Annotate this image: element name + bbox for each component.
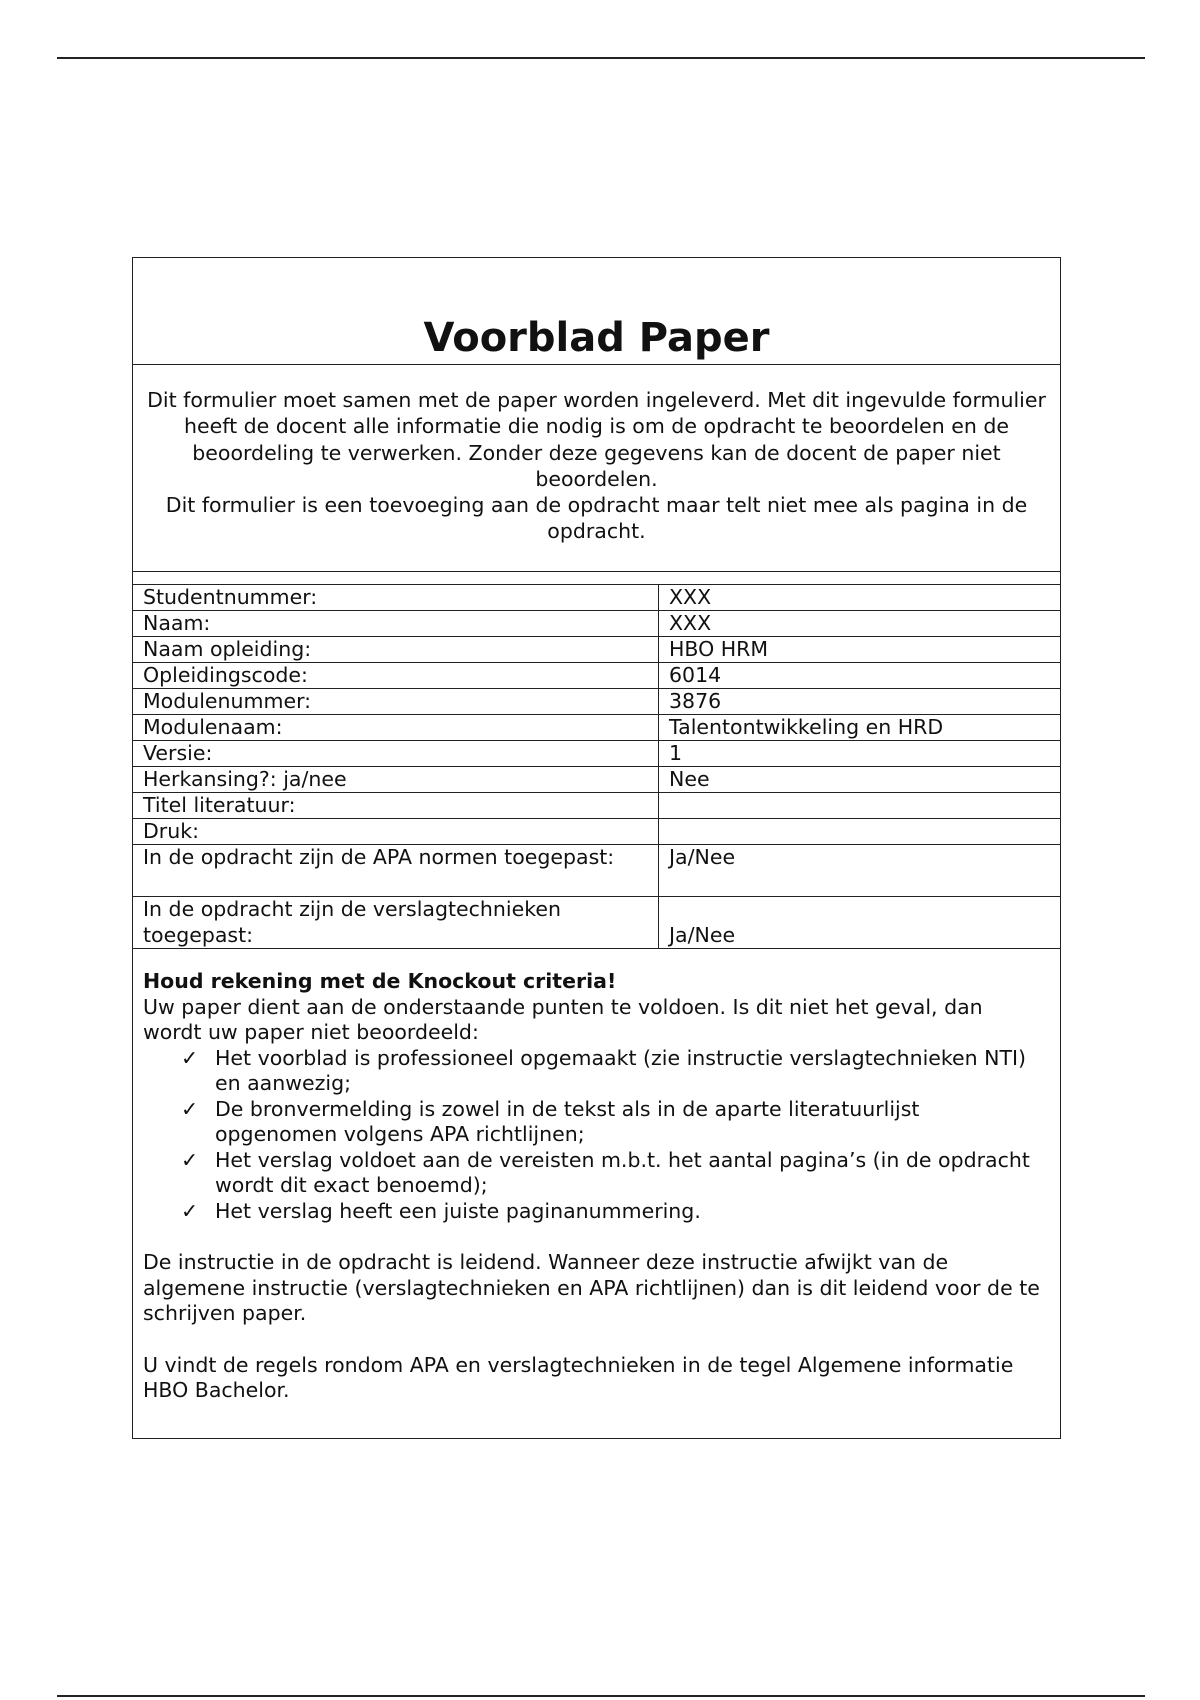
check-icon: ✓ <box>181 1045 199 1070</box>
field-value: XXX <box>659 585 1061 611</box>
criterion-text: De bronvermelding is zowel in de tekst als in de aparte literatuurlijst opgenomen volgens APA richtlijnen; <box>215 1096 920 1146</box>
field-label: Naam opleiding: <box>133 637 659 663</box>
check-icon: ✓ <box>181 1147 199 1172</box>
check-icon: ✓ <box>181 1096 199 1121</box>
table-row <box>133 845 1060 897</box>
cover-form <box>132 257 1061 1439</box>
student-info-table <box>133 584 1060 949</box>
table-row <box>133 663 1060 689</box>
knockout-section <box>133 949 1060 1404</box>
criterion-text: Het verslag voldoet aan de vereisten m.b.t. het aantal pagina’s (in de opdracht wordt dit exact benoemd); <box>215 1147 1030 1197</box>
footer-rule <box>57 1695 1145 1697</box>
table-row <box>133 611 1060 637</box>
field-value: Talentontwikkeling en HRD <box>659 715 1061 741</box>
knockout-heading: Houd rekening met de Knockout criteria! <box>143 969 617 993</box>
table-row <box>133 897 1060 949</box>
field-label: Titel literatuur: <box>133 793 659 819</box>
intro-text <box>133 365 1060 572</box>
title-box <box>133 258 1060 365</box>
criterion-text: Het verslag heeft een juiste paginanummering. <box>215 1198 701 1223</box>
table-row <box>133 637 1060 663</box>
criterion-text: Het voorblad is professioneel opgemaakt (zie instructie verslagtechnieken NTI) en aanwezig; <box>215 1045 1027 1095</box>
field-label: In de opdracht zijn de verslagtechnieken toegepast: <box>133 897 659 949</box>
field-value: XXX <box>659 611 1061 637</box>
list-item <box>181 1046 1046 1097</box>
intro-paragraph: Dit formulier moet samen met de paper worden ingeleverd. Met dit ingevulde formulier heeft de docent alle informatie die nodig is om de opdracht te beoordelen en de beoordeling te verwerken. Zonder deze gegevens kan de docent de paper niet beoordelen. <box>147 388 1046 491</box>
table-row <box>133 689 1060 715</box>
list-item <box>181 1199 1046 1225</box>
check-icon: ✓ <box>181 1198 199 1223</box>
header-rule <box>57 57 1145 59</box>
field-value: HBO HRM <box>659 637 1061 663</box>
field-value <box>659 819 1061 845</box>
table-row <box>133 715 1060 741</box>
field-value: 1 <box>659 741 1061 767</box>
field-value: 3876 <box>659 689 1061 715</box>
field-label: Herkansing?: ja/nee <box>133 767 659 793</box>
field-value: 6014 <box>659 663 1061 689</box>
location-text: U vindt de regels rondom APA en verslagtechnieken in de tegel Algemene informatie HBO Bachelor. <box>143 1352 1014 1402</box>
field-label: Modulenummer: <box>133 689 659 715</box>
spacer <box>143 1224 1046 1250</box>
page-title: Voorblad Paper <box>423 315 770 361</box>
list-item <box>181 1097 1046 1148</box>
intro-paragraph: Dit formulier is een toevoeging aan de opdracht maar telt niet mee als pagina in de opdracht. <box>165 493 1028 544</box>
field-value <box>659 793 1061 819</box>
table-row <box>133 585 1060 611</box>
field-label: Versie: <box>133 741 659 767</box>
table-row <box>133 741 1060 767</box>
table-row <box>133 793 1060 819</box>
field-label: Naam: <box>133 611 659 637</box>
instruction-text: De instructie in de opdracht is leidend. Wanneer deze instructie afwijkt van de algemene instructie (verslagtechnieken en APA richtlijnen) dan is dit leidend voor de te schrijven paper. <box>143 1250 1040 1325</box>
spacer <box>143 1327 1046 1353</box>
field-value: Nee <box>659 767 1061 793</box>
field-value: Ja/Nee <box>659 845 1061 897</box>
table-row <box>133 767 1060 793</box>
field-label: Modulenaam: <box>133 715 659 741</box>
list-item <box>181 1148 1046 1199</box>
knockout-lead: Uw paper dient aan de onderstaande punten te voldoen. Is dit niet het geval, dan wordt uw paper niet beoordeeld: <box>143 994 983 1044</box>
field-label: Druk: <box>133 819 659 845</box>
table-row <box>133 819 1060 845</box>
field-label: In de opdracht zijn de APA normen toegepast: <box>133 845 659 897</box>
field-label: Studentnummer: <box>133 585 659 611</box>
field-label: Opleidingscode: <box>133 663 659 689</box>
field-value: Ja/Nee <box>659 897 1061 949</box>
criteria-list <box>143 1046 1046 1225</box>
